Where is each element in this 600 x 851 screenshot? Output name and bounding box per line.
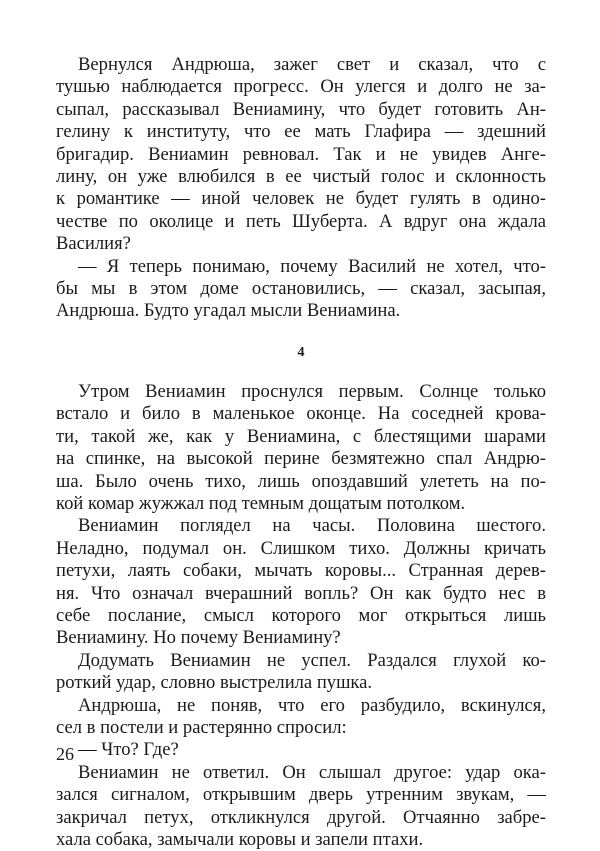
text-line: ша. Было очень тихо, лишь опоздавший улететь на по- <box>56 470 546 492</box>
text-line: Вернулся Андрюша, зажег свет и сказал, что с <box>78 54 546 75</box>
text-line: ня. Что означал вчерашний вопль? Он как будто нес в <box>56 582 546 604</box>
paragraph-8 <box>56 762 546 851</box>
text-line: бы мы в этом доме остановились, — сказал, засыпая, <box>56 278 546 300</box>
paragraph-4 <box>56 515 546 649</box>
text-line: тушью наблюдается прогресс. Он улегся и долго не за- <box>56 76 546 98</box>
book-page-text <box>56 54 546 851</box>
paragraph-7 <box>56 739 546 761</box>
paragraph-5 <box>56 650 546 695</box>
text-line: — Что? Где? <box>78 739 179 761</box>
paragraph-6 <box>56 695 546 740</box>
page-number: 26 <box>56 744 74 764</box>
text-line: к романтике — иной человек не будет гулять в одино- <box>56 188 546 210</box>
paragraph-3 <box>56 381 546 515</box>
text-line: Андрюша, не поняв, что его разбудило, вскинулся, <box>78 694 546 716</box>
text-line: сыпал, рассказывал Вениамину, что будет готовить Ан- <box>56 98 546 120</box>
text-line: Додумать Вениамин не успел. Раздался глухой ко- <box>78 649 546 671</box>
text-line: Вениамину. Но почему Вениамину? <box>56 627 341 649</box>
text-line: честве по околице и петь Шуберта. А вдруг она ждала <box>56 210 546 232</box>
text-line: зался сигналом, открывшим дверь утренним звукам, — <box>56 784 546 806</box>
text-line: — Я теперь понимаю, почему Василий не хотел, что- <box>78 255 546 277</box>
text-line: Вениамин не ответил. Он слышал другое: удар ока- <box>78 761 546 783</box>
text-line: Неладно, подумал он. Слишком тихо. Должны кричать <box>56 537 546 559</box>
section-number: 4 <box>297 344 305 360</box>
text-line: Василия? <box>56 233 131 255</box>
text-line: лину, он уже влюбился в ее чистый голос и склонность <box>56 166 546 188</box>
text-line: себе послание, смысл которого мог открыться лишь <box>56 604 546 626</box>
text-line: Утром Вениамин проснулся первым. Солнце только <box>78 380 546 402</box>
text-line: петухи, лаять собаки, мычать коровы... Странная дерев- <box>56 560 546 582</box>
text-line: гелину к институту, что ее мать Глафира — здешний <box>56 121 546 143</box>
text-line: Андрюша. Будто угадал мысли Вениамина. <box>56 300 401 322</box>
text-line: на спинке, на высокой перине безмятежно спал Андрю- <box>56 448 546 470</box>
text-line: закричал петух, откликнулся другой. Отчаянно забре- <box>56 806 546 828</box>
text-line: ти, такой же, как у Вениамина, с блестящими шарами <box>56 425 546 447</box>
text-line: встало и било в маленькое оконце. На соседней крова- <box>56 403 546 425</box>
text-line: бригадир. Вениамин ревновал. Так и не увидев Анге- <box>56 143 546 165</box>
text-line: хала собака, замычали коровы и запели птахи. <box>56 829 424 850</box>
text-line: кой комар жужжал под темным дощатым потолком. <box>56 492 466 514</box>
paragraph-2 <box>56 256 546 323</box>
text-line: роткий удар, словно выстрелила пушка. <box>56 672 373 694</box>
text-line: сел в постели и растерянно спросил: <box>56 716 347 738</box>
text-line: Вениамин поглядел на часы. Половина шестого. <box>78 515 546 537</box>
paragraph-1 <box>56 54 546 256</box>
